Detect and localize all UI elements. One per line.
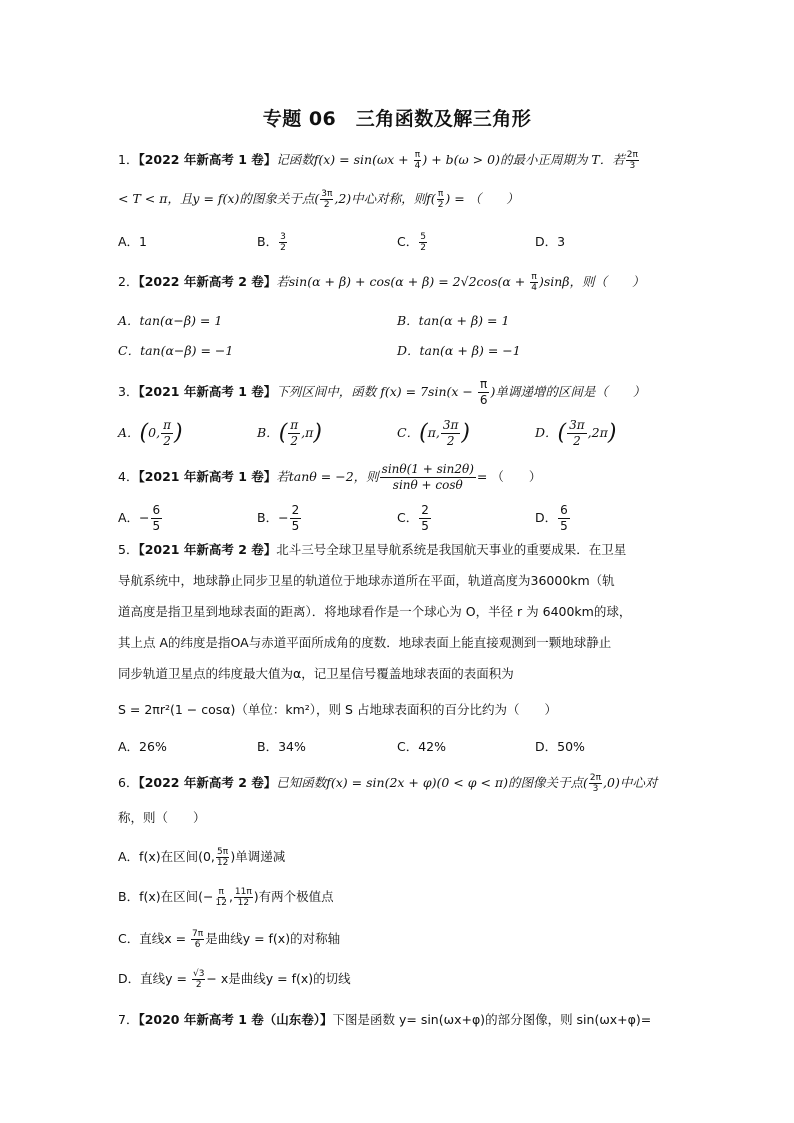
q5-text-2: 导航系统中，地球静止同步卫星的轨道位于地球赤道所在平面，轨道高度为36000km（轨: [118, 573, 615, 588]
q1-option-d[interactable]: D．3: [535, 234, 566, 249]
question-number: 5．: [118, 542, 139, 557]
q6-text-2: 称，则（ ）: [118, 810, 206, 825]
question-number: 2．: [118, 274, 139, 289]
q5-text-3: 道高度是指卫星到地球表面的距离）．将地球看作是一个球心为 O，半径 r 为 6400km的球，: [118, 604, 632, 619]
q4-option-d[interactable]: D． $\frac{6}{5}$: [535, 503, 568, 533]
q5-option-c[interactable]: C．42%: [397, 739, 447, 754]
q1-text-e: ) = （ ）: [445, 191, 519, 206]
question-1-line-2: [118, 189, 519, 210]
question-2-line-1: [118, 272, 645, 293]
q5-option-b[interactable]: B．34%: [257, 739, 306, 754]
fraction-pi-over-4: $\frac{\pi}{4}$: [531, 272, 537, 293]
q4-main-fraction: $\frac{\sin\theta(1 + \sin 2\theta)}{\sin\theta + \cos\theta}$: [381, 462, 474, 492]
q4-option-b[interactable]: B．− $\frac{2}{5}$: [257, 503, 300, 533]
q1-text-b: ) + b(ω > 0)的最小正周期为 T．若: [422, 152, 625, 167]
q3-option-c[interactable]: C．(π, $\frac{3\pi}{2}$ ): [397, 418, 470, 448]
q7-text: 下图是函数 y= sin(ωx+φ)的部分图像，则 sin(ωx+φ)=: [332, 1012, 652, 1027]
q6-option-c[interactable]: C．直线x = $\frac{7\pi}{6}$ 是曲线y = f(x)的对称轴: [118, 929, 341, 950]
question-source: 【2022 年新高考 2 卷】: [138, 274, 277, 289]
q5-option-d[interactable]: D．50%: [535, 739, 585, 754]
question-5-line-1: [118, 540, 626, 560]
fraction-3pi-over-2: $\frac{3\pi}{2}$: [321, 189, 333, 210]
q2-option-c[interactable]: C．tan(α−β) = −1: [118, 343, 234, 358]
q3-text-a: 下列区间中，函数 f(x) = 7sin(x −: [276, 384, 477, 399]
q2-option-d[interactable]: D．tan(α + β) = −1: [397, 343, 521, 358]
question-source: 【2021 年新高考 1 卷】: [138, 384, 277, 399]
question-source: 【2022 年新高考 2 卷】: [138, 775, 277, 790]
question-source: 【2021 年新高考 2 卷】: [138, 542, 277, 557]
question-1-line-1: [118, 150, 640, 171]
q1-text-d: ,2)中心对称，则f(: [334, 191, 436, 206]
question-number: 6．: [118, 775, 139, 790]
q3-option-d[interactable]: D．( $\frac{3\pi}{2}$ ,2π): [535, 418, 617, 448]
question-7-line-1: [118, 1010, 651, 1030]
q1-text-c: < T < π，且y = f(x)的图象关于点(: [118, 191, 320, 206]
q5-text-5: 同步轨道卫星点的纬度最大值为α，记卫星信号覆盖地球表面的表面积为: [118, 666, 514, 681]
question-number: 7．: [118, 1012, 139, 1027]
page-title: 专题 06 三角函数及解三角形: [262, 108, 532, 130]
q6-text-b: ,0)中心对: [603, 775, 658, 790]
q1-option-a[interactable]: A．1: [118, 234, 148, 249]
q3-option-b[interactable]: B．( $\frac{\pi}{2}$ ,π): [257, 418, 322, 448]
question-number: 4．: [118, 469, 139, 484]
question-source: 【2020 年新高考 1 卷（山东卷）】: [138, 1012, 333, 1027]
question-6-line-1: [118, 773, 657, 794]
fraction-2pi-over-3: $\frac{2\pi}{3}$: [589, 773, 602, 794]
q4-text-a: 若tanθ = −2，则: [276, 469, 379, 484]
q6-option-a[interactable]: A．f(x)在区间(0, $\frac{5\pi}{12}$ )单调递减: [118, 847, 286, 868]
q6-option-d[interactable]: D．直线y = $\frac{√3}{2}$ − x是曲线y = f(x)的切线: [118, 969, 351, 990]
q5-text-4: 其上点 A的纬度是指OA与赤道平面所成角的度数．地球表面上能直接观测到一颗地球静止: [118, 635, 612, 650]
q3-option-a[interactable]: A．(0, $\frac{\pi}{2}$ ): [118, 418, 183, 448]
q3-text-b: )单调递增的区间是（ ）: [490, 384, 646, 399]
q2-text-b: )sinβ，则（ ）: [538, 274, 645, 289]
fraction-pi-over-4: $\frac{\pi}{4}$: [414, 150, 421, 171]
q4-text-b: = （ ）: [476, 469, 542, 484]
question-4-line-1: [118, 462, 541, 493]
q5-text-6: S = 2πr²(1 − cosα)（单位：km²），则 S 占地球表面积的百分比约为（ ）: [118, 702, 557, 717]
fraction-pi-over-2: $\frac{\pi}{2}$: [437, 189, 444, 210]
question-source: 【2022 年新高考 1 卷】: [138, 152, 277, 167]
q6-text-a: 已知函数f(x) = sin(2x + φ)(0 < φ < π)的图像关于点(: [276, 775, 588, 790]
question-number: 3．: [118, 384, 139, 399]
q2-option-b[interactable]: B．tan(α + β) = 1: [397, 313, 510, 328]
q5-text-1: 北斗三号全球卫星导航系统是我国航天事业的重要成果．在卫星: [276, 542, 627, 557]
fraction-pi-over-6: $\frac{\pi}{6}$: [479, 377, 488, 407]
q2-option-a[interactable]: A．tan(α−β) = 1: [118, 313, 223, 328]
question-3-line-1: [118, 377, 645, 408]
q1-text-a: 记函数f(x) = sin(ωx +: [276, 152, 413, 167]
q5-option-a[interactable]: A．26%: [118, 739, 167, 754]
q2-text-a: 若sin(α + β) + cos(α + β) = 2√2cos(α +: [276, 274, 530, 289]
q4-option-a[interactable]: A．− $\frac{6}{5}$: [118, 503, 161, 533]
q6-option-b[interactable]: B．f(x)在区间(− $\frac{\pi}{12}$ , $\frac{11\pi}{12}$ )有两个极值点: [118, 887, 334, 908]
q1-option-c[interactable]: C． $\frac{5}{2}$: [397, 232, 426, 253]
fraction-2pi-over-3: $\frac{2\pi}{3}$: [626, 150, 638, 171]
question-number: 1．: [118, 152, 139, 167]
question-source: 【2021 年新高考 1 卷】: [138, 469, 277, 484]
q1-option-b[interactable]: B． $\frac{3}{2}$: [257, 232, 286, 253]
q4-option-c[interactable]: C． $\frac{2}{5}$: [397, 503, 429, 533]
